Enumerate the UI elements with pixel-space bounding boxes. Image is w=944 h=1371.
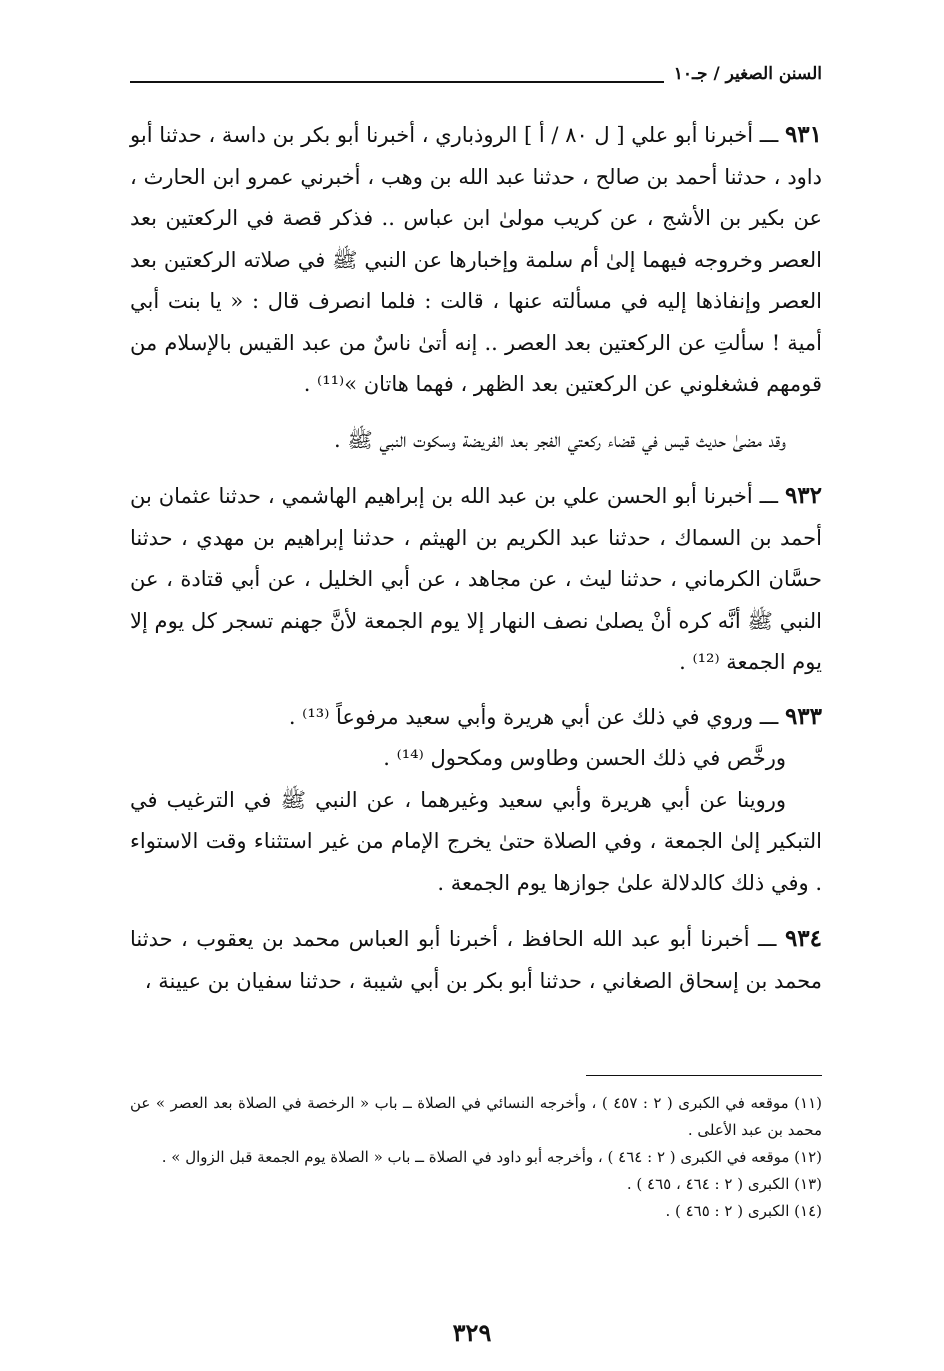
footnote: (١١) موقعه في الكبرى ( ٢ : ٤٥٧ ) ، وأخرجه النسائي في الصلاة ــ باب « الرخصة في الصلاة بعد العصر » عن محمد بن عبد الأعلى . (130, 1094, 822, 1139)
paragraph-text: وقد مضىٰ حديث قيس في قضاء ركعتي الفجر بعد الفريضة وسكوت النبي ﷺ . (333, 427, 786, 452)
footnote-rule (586, 1075, 822, 1076)
footnotes (130, 1090, 822, 1225)
hadith-931 (130, 114, 822, 406)
note-paragraph (130, 420, 822, 462)
note-paragraph (130, 738, 822, 780)
hadith-number: ٩٣٣ (784, 702, 822, 730)
running-header (130, 64, 822, 94)
hadith-number: ٩٣٤ (784, 925, 822, 952)
hadith-number: ٩٣٢ (784, 482, 822, 509)
footnote: (١٤) الكبرى ( ٢ : ٤٦٥ ) . (665, 1202, 822, 1220)
hadith-933 (130, 696, 822, 739)
main-text (130, 114, 822, 1002)
footnote: (١٢) موقعه في الكبرى ( ٢ : ٤٦٤ ) ، وأخرجه أبو داود في الصلاة ــ باب « الصلاة يوم الجمعة قبل الزوال » . (161, 1148, 822, 1166)
footnote: (١٣) الكبرى ( ٢ : ٤٦٤ ، ٤٦٥ ) . (626, 1175, 822, 1193)
paragraph-text: ـــ أخبرنا أبو عبد الله الحافظ ، أخبرنا أبو العباس محمد بن يعقوب ، حدثنا محمد بن إسحاق الصغاني ، حدثنا أبو بكر بن أبي شيبة ، حدثنا سفيان بن عيينة ، (130, 927, 822, 993)
paragraph-text: ـــ أخبرنا أبو الحسن علي بن عبد الله بن إبراهيم الهاشمي ، حدثنا عثمان بن أحمد بن السماك ، حدثنا عبد الكريم بن الهيثم ، حدثنا إبراهيم بن مهدي ، حدثنا حسَّان الكرماني ، حدثنا ليث ، عن مجاهد ، عن أبي الخليل ، عن أبي قتادة ، عن النبي ﷺ أنَّه كره أنْ يصلىٰ نصف النهار إلا يوم الجمعة لأنَّ جهنم تسجر كل يوم إلا يوم الجمعة ⁽¹²⁾ . (130, 484, 822, 674)
paragraph-text: ـــ وروي في ذلك عن أبي هريرة وأبي سعيد مرفوعاً ⁽¹³⁾ . (288, 704, 785, 729)
paragraph-text: وروينا عن أبي هريرة وأبي سعيد وغيرهما ، عن النبي ﷺ في الترغيب في التبكير إلىٰ الجمعة ، وفي الصلاة حتىٰ يخرج الإمام من غير استثناء وقت الاستواء . وفي ذلك كالدلالة علىٰ جوازها يوم الجمعة . (130, 787, 822, 895)
page-number: ٣٢٩ (452, 1318, 492, 1347)
paragraph-text: ورخَّص في ذلك الحسن وطاوس ومكحول ⁽¹⁴⁾ . (383, 746, 786, 770)
hadith-934 (130, 918, 822, 1002)
hadith-932 (130, 475, 822, 684)
hadith-number: ٩٣١ (784, 121, 822, 148)
header-title: السنن الصغير / جـ١٠ (664, 64, 822, 84)
note-paragraph (130, 780, 822, 905)
paragraph-text: ـــ أخبرنا أبو علي [ ل ٨٠ / أ ] الروذباري ، أخبرنا أبو بكر بن داسة ، حدثنا أبو داود ، حدثنا أحمد بن صالح ، حدثنا عبد الله بن وهب ، أخبرني عمرو ابن الحارث ، عن بكير بن الأشج ، عن كريب مولىٰ ابن عباس .. فذكر قصة في الركعتين بعد العصر وخروجه فيهما إلىٰ أم سلمة وإخبارها عن النبي ﷺ في صلاته الركعتين بعد العصر وإنفاذها إليه في مسألته عنها ، قالت : فلما انصرف قال : « يا بنت أبي أمية ! سألتِ عن الركعتين بعد العصر .. إنه أتىٰ ناسٌ من عبد القيس بالإسلام من قومهم فشغلوني عن الركعتين بعد الظهر ، فهما هاتان »⁽¹¹⁾ . (130, 123, 822, 396)
